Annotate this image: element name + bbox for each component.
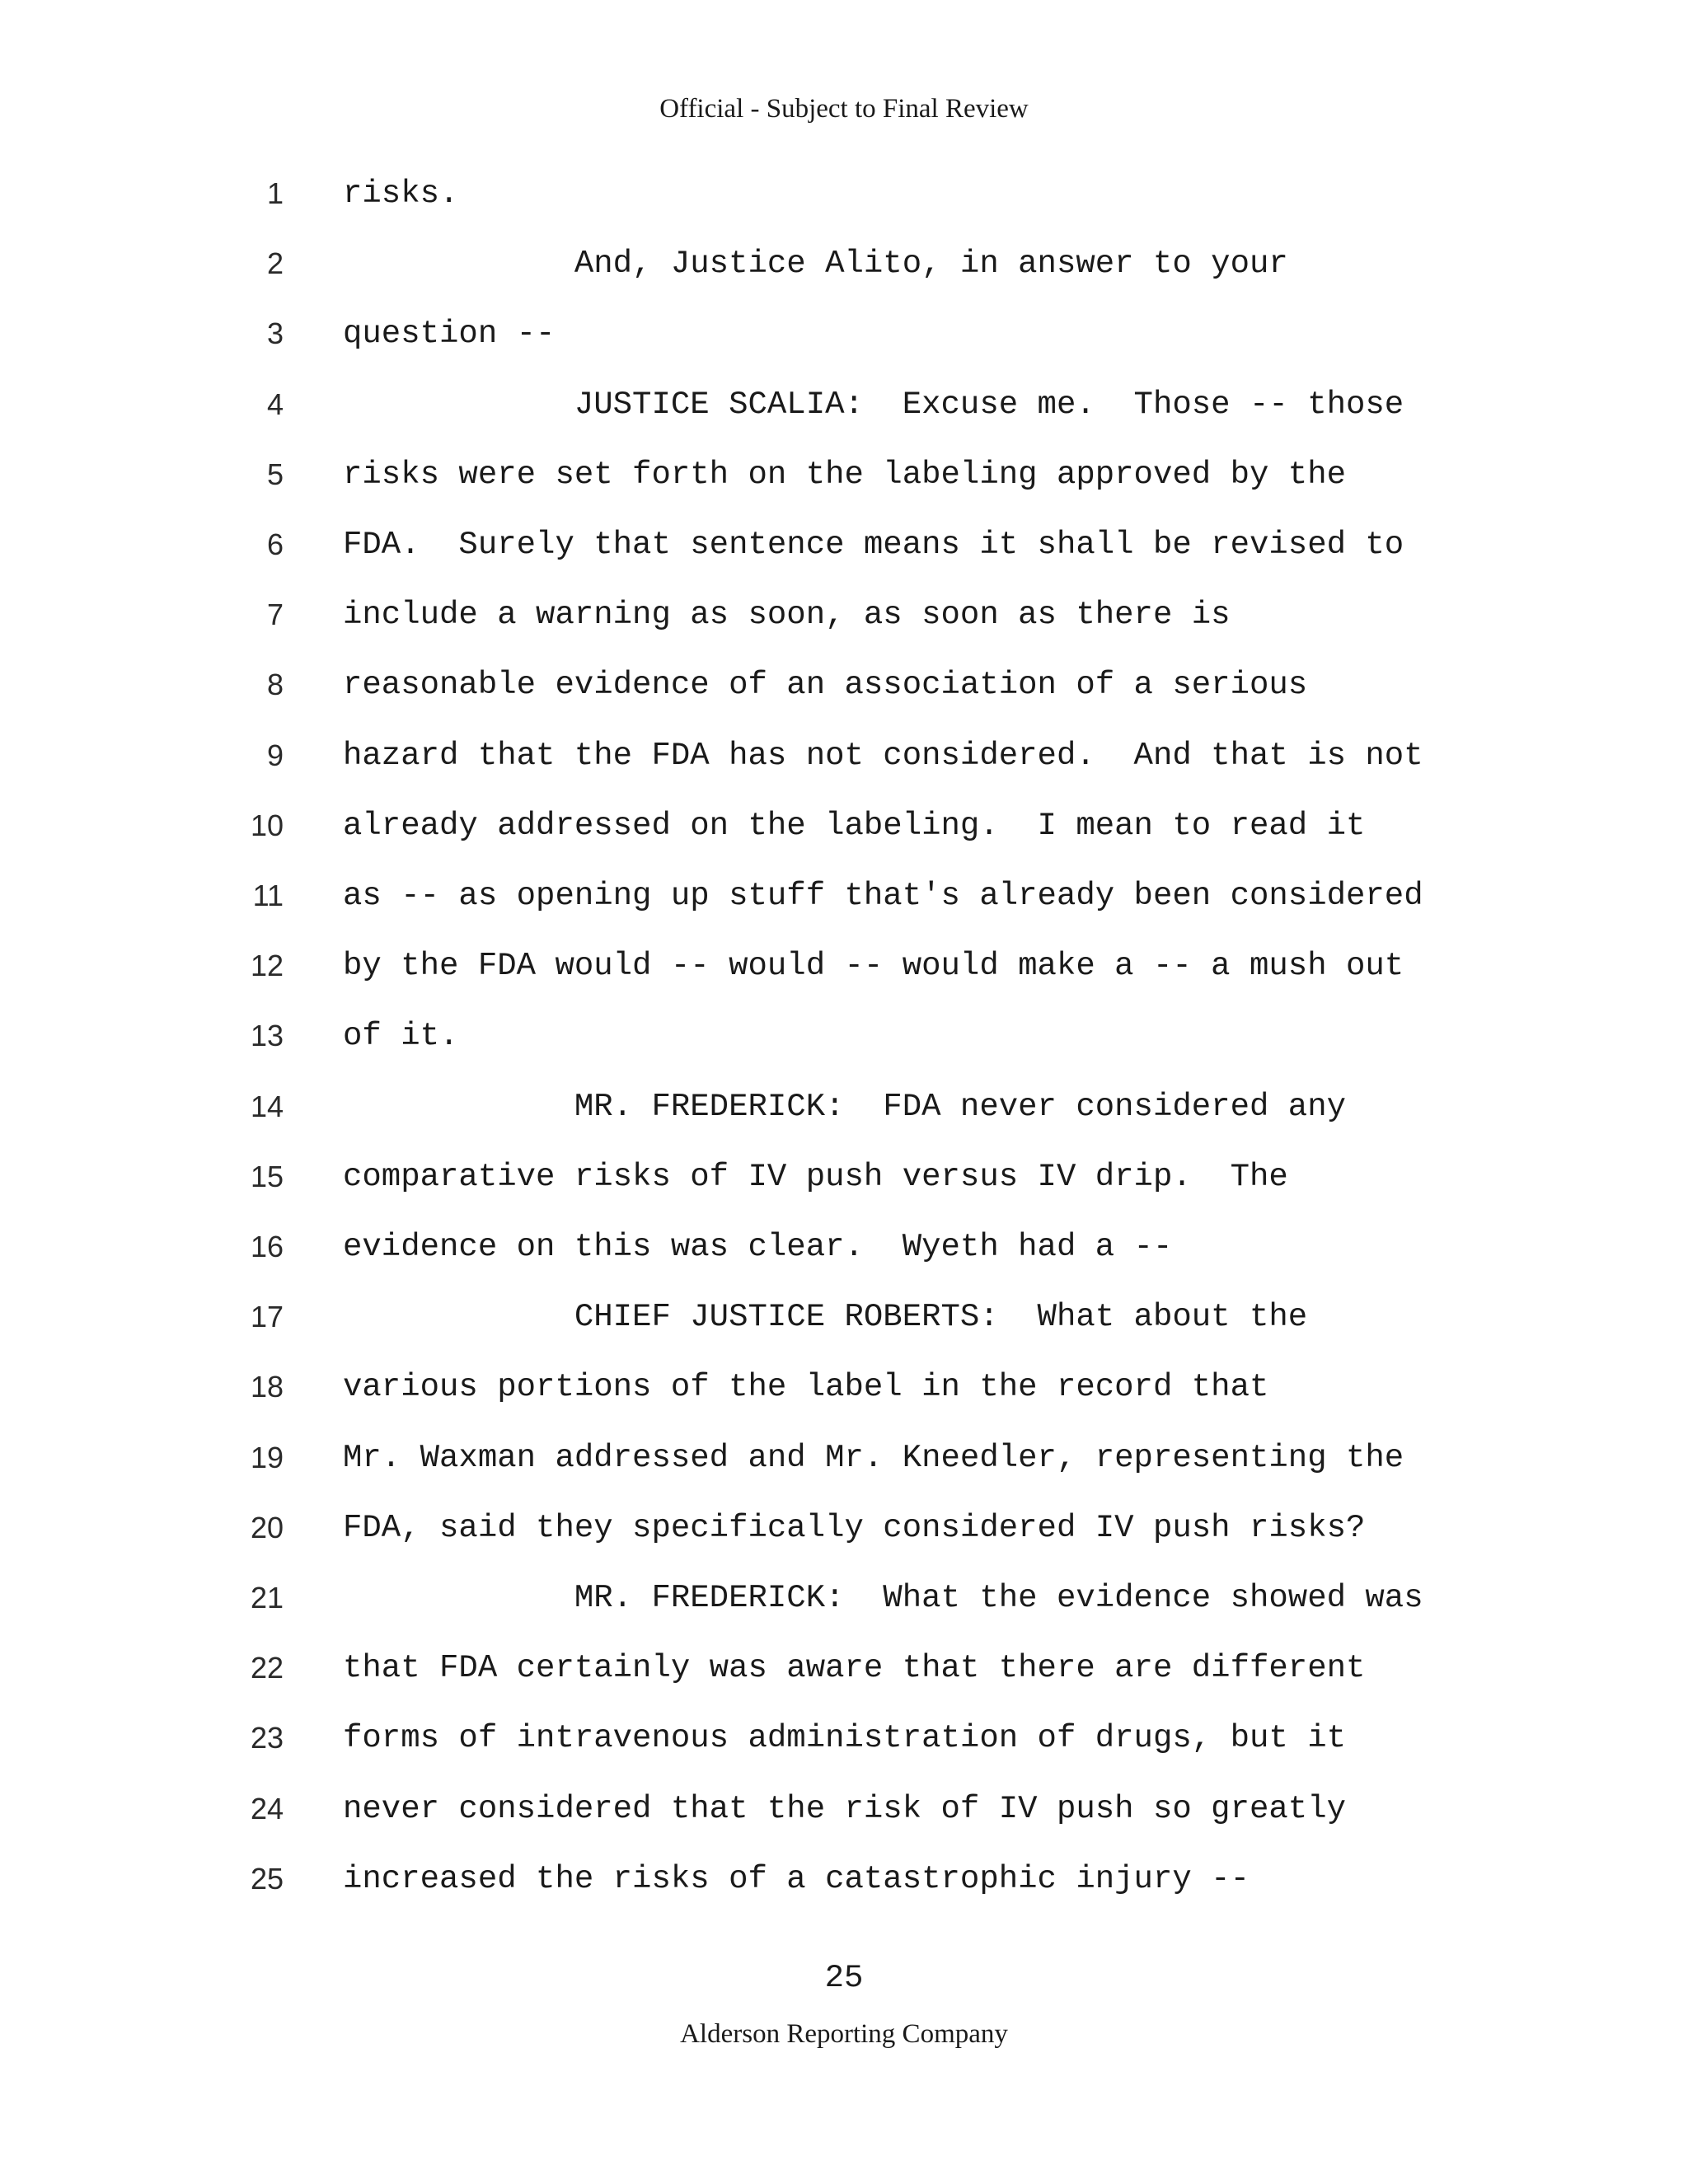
line-text: forms of intravenous administration of drugs, but it [343, 1720, 1346, 1757]
transcript-line [0, 173, 1688, 243]
line-number: 21 [250, 1581, 284, 1615]
line-text: already addressed on the labeling. I mean to read it [343, 807, 1366, 844]
line-number: 3 [266, 316, 284, 351]
line-text: Mr. Waxman addressed and Mr. Kneedler, representing the [343, 1439, 1404, 1476]
transcript-line [0, 243, 1688, 313]
line-number: 20 [250, 1510, 284, 1544]
line-number: 22 [250, 1651, 284, 1685]
line-number: 9 [266, 738, 284, 772]
line-text: JUSTICE SCALIA: Excuse me. Those -- those [343, 386, 1404, 423]
line-number: 19 [250, 1440, 284, 1474]
transcript-line [0, 1788, 1688, 1858]
transcript-line [0, 1296, 1688, 1366]
line-number: 5 [266, 457, 284, 491]
line-text: MR. FREDERICK: FDA never considered any [343, 1088, 1346, 1125]
line-text: as -- as opening up stuff that's already been considered [343, 878, 1423, 914]
line-number: 4 [266, 387, 284, 421]
line-number: 1 [266, 176, 284, 210]
line-number: 17 [250, 1300, 284, 1334]
transcript-line [0, 945, 1688, 1015]
line-number: 13 [250, 1019, 284, 1053]
line-number: 18 [250, 1370, 284, 1404]
transcript-line [0, 735, 1688, 805]
line-text: by the FDA would -- would -- would make a -- a mush out [343, 948, 1404, 985]
line-text: question -- [343, 316, 556, 353]
line-text: CHIEF JUSTICE ROBERTS: What about the [343, 1299, 1308, 1336]
transcript-line [0, 1086, 1688, 1156]
line-text: never considered that the risk of IV push so greatly [343, 1790, 1346, 1827]
transcript-line [0, 1437, 1688, 1507]
line-text: FDA. Surely that sentence means it shall be revised to [343, 527, 1404, 563]
transcript-line [0, 875, 1688, 945]
line-text: And, Justice Alito, in answer to your [343, 246, 1288, 283]
transcript-line [0, 594, 1688, 664]
transcript-line [0, 454, 1688, 524]
page-footer: Alderson Reporting Company [680, 2019, 1008, 2049]
transcript-line [0, 524, 1688, 594]
transcript-line [0, 1507, 1688, 1577]
transcript-line [0, 664, 1688, 734]
line-text: risks. [343, 176, 459, 212]
transcript-line [0, 1647, 1688, 1718]
line-text: comparative risks of IV push versus IV drip. The [343, 1158, 1288, 1195]
line-text: increased the risks of a catastrophic injury -- [343, 1860, 1250, 1897]
line-number: 8 [266, 668, 284, 702]
line-text: various portions of the label in the record that [343, 1369, 1269, 1406]
transcript-line [0, 1858, 1688, 1929]
line-number: 24 [250, 1791, 284, 1825]
transcript-line [0, 805, 1688, 875]
line-text: hazard that the FDA has not considered. And that is not [343, 737, 1423, 774]
line-text: FDA, said they specifically considered IV push risks? [343, 1509, 1366, 1546]
line-text: MR. FREDERICK: What the evidence showed was [343, 1580, 1423, 1616]
transcript-line [0, 1156, 1688, 1226]
transcript-line [0, 1366, 1688, 1436]
line-text: that FDA certainly was aware that there are different [343, 1650, 1366, 1687]
page-number: 25 [824, 1960, 864, 1996]
transcript-line [0, 1577, 1688, 1647]
transcript-line [0, 384, 1688, 454]
page-header: Official - Subject to Final Review [659, 94, 1029, 124]
transcript-line [0, 1226, 1688, 1296]
transcript-line [0, 1718, 1688, 1788]
line-number: 11 [252, 879, 284, 912]
line-text: include a warning as soon, as soon as there is [343, 597, 1231, 634]
transcript-line [0, 1015, 1688, 1085]
line-number: 25 [250, 1861, 284, 1896]
line-number: 16 [250, 1230, 284, 1263]
line-number: 7 [266, 598, 284, 632]
line-text: of it. [343, 1018, 459, 1055]
line-text: reasonable evidence of an association of a serious [343, 667, 1308, 704]
line-text: evidence on this was clear. Wyeth had a -- [343, 1229, 1173, 1265]
line-number: 14 [250, 1089, 284, 1123]
line-number: 6 [266, 527, 284, 561]
line-text: risks were set forth on the labeling approved by the [343, 456, 1346, 493]
line-number: 23 [250, 1721, 284, 1755]
line-number: 15 [250, 1159, 284, 1193]
line-number: 10 [250, 808, 284, 842]
line-number: 2 [266, 246, 284, 281]
line-number: 12 [250, 949, 284, 983]
transcript-line [0, 313, 1688, 383]
